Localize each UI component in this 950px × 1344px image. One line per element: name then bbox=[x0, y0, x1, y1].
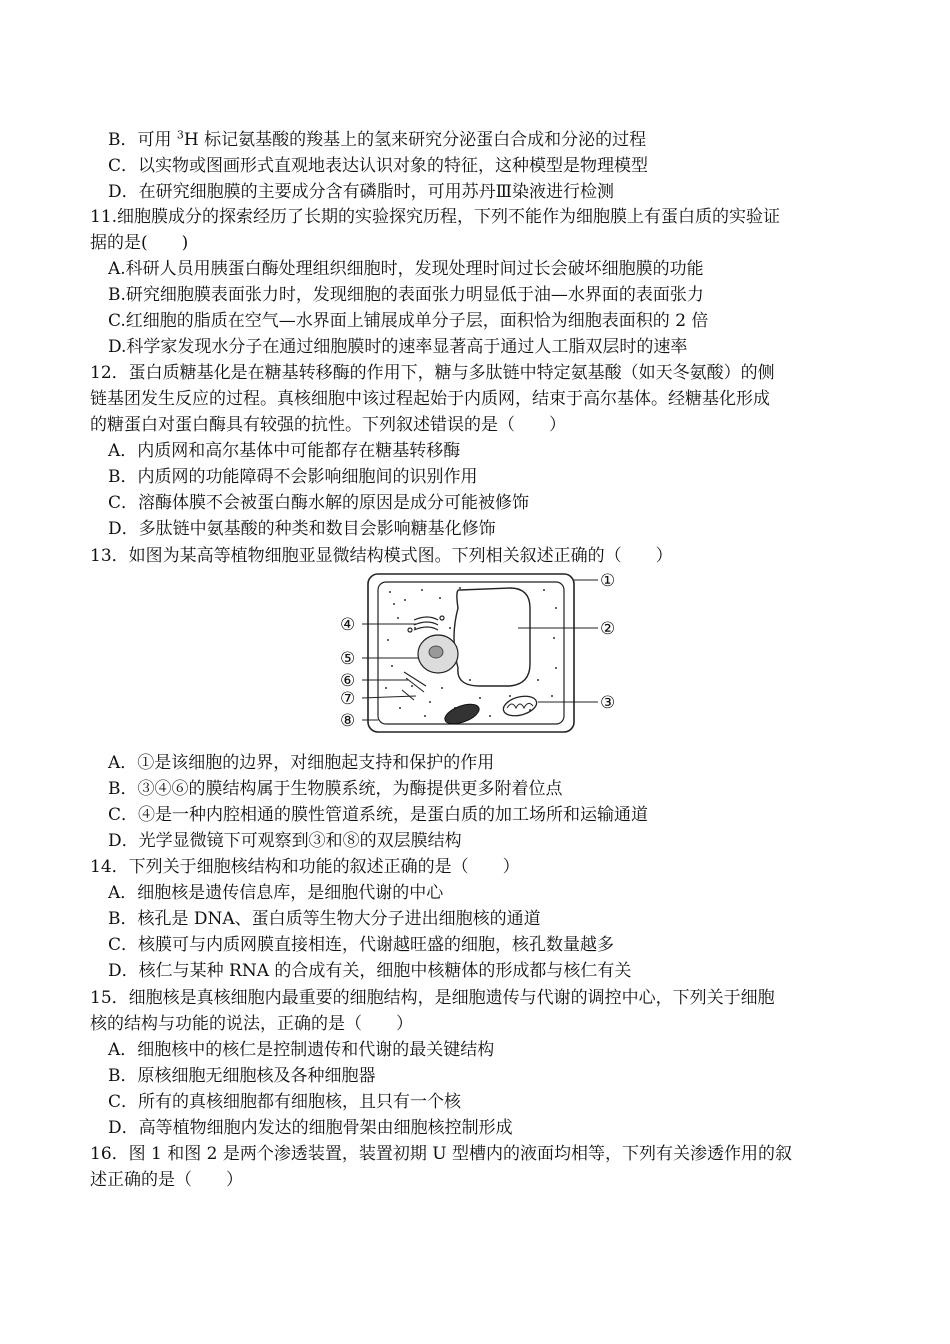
q13-stem: 13．如图为某高等植物细胞亚显微结构模式图。下列相关叙述正确的（ ） bbox=[90, 546, 673, 566]
q10-option-c: C．以实物或图画形式直观地表达认识对象的特征，这种模型是物理模型 bbox=[108, 156, 649, 176]
q12-option-a: A．内质网和高尔基体中可能都存在糖基转移酶 bbox=[108, 441, 461, 461]
q10-option-b: B．可用 $^3$H 标记氨基酸的羧基上的氢来研究分泌蛋白合成和分泌的过程 bbox=[108, 128, 647, 150]
label-5: ⑤ bbox=[340, 649, 356, 669]
q11-option-a: A.科研人员用胰蛋白酶处理组织细胞时，发现处理时间过长会破坏细胞膜的功能 bbox=[108, 259, 704, 279]
q15-stem-1: 15．细胞核是真核细胞内最重要的细胞结构，是细胞遗传与代谢的调控中心，下列关于细胞 bbox=[90, 988, 775, 1008]
q12-stem-1: 12．蛋白质糖基化是在糖基转移酶的作用下，糖与多肽链中特定氨基酸（如天冬氨酸）的侧 bbox=[90, 363, 775, 383]
q15-option-b: B．原核细胞无细胞核及各种细胞器 bbox=[108, 1066, 376, 1086]
label-6: ⑥ bbox=[340, 671, 356, 691]
q16-stem-1: 16．图 1 和图 2 是两个渗透装置，装置初期 U 型槽内的液面均相等，下列有关渗透作用的叙 bbox=[90, 1144, 793, 1164]
q15-stem-2: 核的结构与功能的说法，正确的是（ ） bbox=[90, 1014, 413, 1034]
q14-stem: 14．下列关于细胞核结构和功能的叙述正确的是（ ） bbox=[90, 857, 520, 877]
label-1: ① bbox=[600, 571, 616, 591]
q15-option-a: A．细胞核中的核仁是控制遗传和代谢的最关键结构 bbox=[108, 1040, 495, 1060]
q15-option-c: C．所有的真核细胞都有细胞核，且只有一个核 bbox=[108, 1092, 462, 1112]
label-2: ② bbox=[600, 619, 616, 639]
label-7: ⑦ bbox=[340, 689, 356, 709]
q12-option-b: B．内质网的功能障碍不会影响细胞间的识别作用 bbox=[108, 467, 478, 487]
q10-option-d: D．在研究细胞膜的主要成分含有磷脂时，可用苏丹Ⅲ染液进行检测 bbox=[108, 182, 615, 202]
label-4: ④ bbox=[340, 615, 356, 635]
q14-option-a: A．细胞核是遗传信息库，是细胞代谢的中心 bbox=[108, 883, 444, 903]
q15-option-d: D．高等植物细胞内发达的细胞骨架由细胞核控制形成 bbox=[108, 1118, 513, 1138]
q13-option-c: C．④是一种内腔相通的膜性管道系统，是蛋白质的加工场所和运输通道 bbox=[108, 805, 649, 825]
q13-option-a: A．①是该细胞的边界，对细胞起支持和保护的作用 bbox=[108, 753, 495, 773]
q13-option-b: B．③④⑥的膜结构属于生物膜系统，为酶提供更多附着位点 bbox=[108, 779, 563, 799]
vacuole bbox=[454, 588, 530, 686]
label-8: ⑧ bbox=[340, 711, 356, 731]
q12-stem-3: 的糖蛋白对蛋白酶具有较强的抗性。下列叙述错误的是（ ） bbox=[90, 415, 566, 435]
label-3: ③ bbox=[600, 693, 616, 713]
q11-option-b: B.研究细胞膜表面张力时，发现细胞的表面张力明显低于油—水界面的表面张力 bbox=[108, 285, 704, 305]
q16-stem-2: 述正确的是（ ） bbox=[90, 1170, 243, 1190]
q12-stem-2: 链基团发生反应的过程。真核细胞中该过程起始于内质网，结束于高尔基体。经糖基化形成 bbox=[90, 389, 770, 409]
q11-option-c: C.红细胞的脂质在空气—水界面上铺展成单分子层，面积恰为细胞表面积的 2 倍 bbox=[108, 311, 709, 331]
q12-option-c: C．溶酶体膜不会被蛋白酶水解的原因是成分可能被修饰 bbox=[108, 493, 530, 513]
mitochondrion bbox=[501, 693, 539, 719]
q11-stem-1: 11.细胞膜成分的探索经历了长期的实验探究历程，下列不能作为细胞膜上有蛋白质的实验证 bbox=[90, 207, 781, 227]
q11-option-d: D.科学家发现水分子在通过细胞膜时的速率显著高于通过人工脂双层时的速率 bbox=[108, 337, 688, 357]
plant-cell-diagram bbox=[330, 568, 640, 740]
q14-option-c: C．核膜可与内质网膜直接相连，代谢越旺盛的细胞，核孔数量越多 bbox=[108, 935, 615, 955]
q13-option-d: D．光学显微镜下可观察到③和⑧的双层膜结构 bbox=[108, 831, 462, 851]
q11-stem-2: 据的是( ) bbox=[90, 233, 189, 253]
nucleolus bbox=[429, 646, 443, 658]
q14-option-b: B．核孔是 DNA、蛋白质等生物大分子进出细胞核的通道 bbox=[108, 909, 541, 929]
q12-option-d: D．多肽链中氨基酸的种类和数目会影响糖基化修饰 bbox=[108, 519, 496, 539]
q14-option-d: D．核仁与某种 RNA 的合成有关，细胞中核糖体的形成都与核仁有关 bbox=[108, 961, 632, 981]
